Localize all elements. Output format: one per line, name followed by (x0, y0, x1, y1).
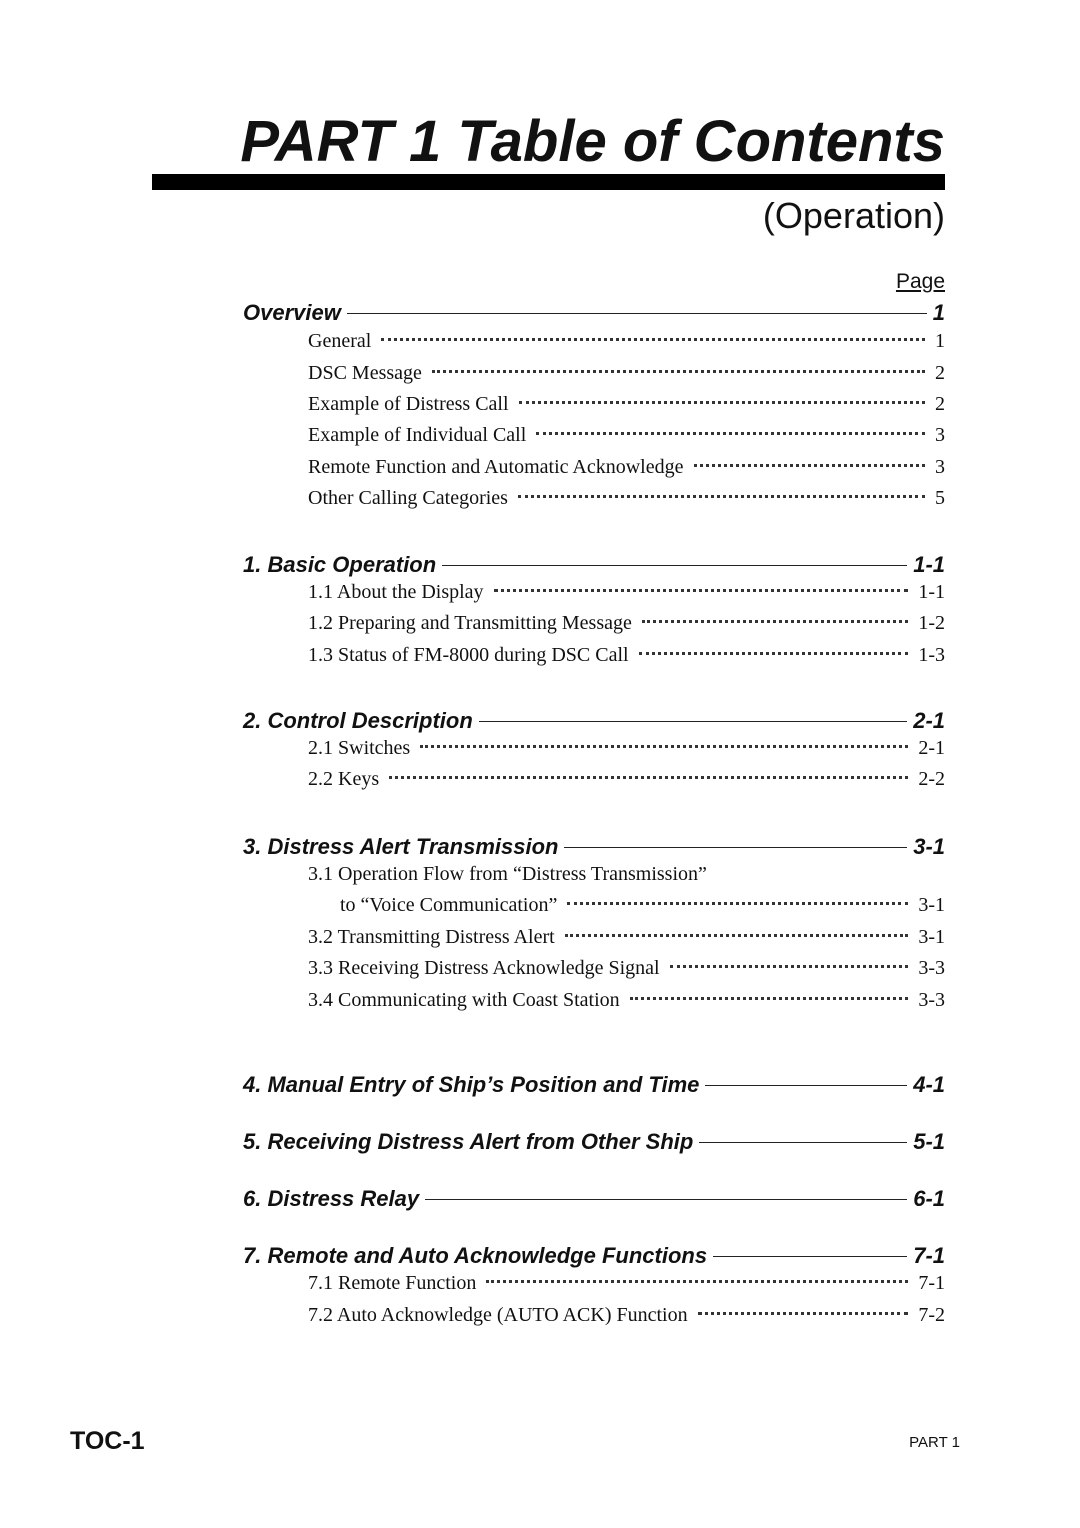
section-title: 4. Manual Entry of Ship’s Position and Time (243, 1072, 700, 1097)
leader-line (705, 1085, 907, 1086)
entry-page: 3-3 (918, 989, 945, 1011)
footer-part-label: PART 1 (909, 1434, 960, 1451)
toc-section-heading[interactable] (243, 1072, 945, 1100)
leader-line (564, 847, 907, 848)
dot-leader (389, 776, 908, 779)
section-title: 6. Distress Relay (243, 1186, 420, 1211)
section-page: 2-1 (913, 708, 945, 733)
entry-label: DSC Message (308, 362, 422, 384)
page-subtitle: (Operation) (762, 195, 945, 236)
leader-line (479, 721, 907, 722)
toc-entry[interactable] (308, 957, 945, 983)
dot-leader (670, 965, 909, 968)
toc-entry[interactable] (308, 989, 945, 1015)
section-title: Overview (243, 300, 341, 325)
dot-leader (518, 495, 925, 498)
entry-label: 1.1 About the Display (308, 581, 484, 603)
entry-label: 3.2 Transmitting Distress Alert (308, 926, 555, 948)
dot-leader (420, 745, 908, 748)
toc-entry[interactable] (308, 330, 945, 356)
entry-page: 1-2 (918, 612, 945, 634)
section-page: 6-1 (913, 1186, 945, 1211)
dot-leader (519, 401, 925, 404)
entry-page: 3 (935, 456, 945, 478)
footer-page-number: TOC-1 (70, 1427, 145, 1455)
dot-leader (642, 620, 908, 623)
entry-page: 5 (935, 487, 945, 509)
title-rule (152, 174, 945, 190)
section-page: 4-1 (913, 1072, 945, 1097)
entry-page: 3-3 (918, 957, 945, 979)
section-title: 2. Control Description (243, 708, 473, 733)
toc-entry[interactable] (308, 581, 945, 607)
entry-page: 1-3 (918, 644, 945, 666)
entry-page: 2 (935, 393, 945, 415)
toc-section-heading[interactable] (243, 708, 945, 736)
entry-page: 2 (935, 362, 945, 384)
section-page: 1-1 (913, 552, 945, 577)
toc-entry[interactable] (308, 863, 945, 889)
dot-leader (698, 1312, 909, 1315)
toc-entry[interactable] (308, 768, 945, 794)
toc-entry[interactable] (308, 1272, 945, 1298)
leader-line (713, 1256, 907, 1257)
toc-entry[interactable] (308, 612, 945, 638)
entry-label: to “Voice Communication” (340, 894, 558, 916)
toc-entry[interactable] (308, 926, 945, 952)
dot-leader (486, 1280, 908, 1283)
entry-label: 3.4 Communicating with Coast Station (308, 989, 620, 1011)
entry-page: 3-1 (918, 926, 945, 948)
leader-line (699, 1142, 907, 1143)
entry-page: 2-1 (918, 737, 945, 759)
page-title: PART 1 Table of Contents (240, 109, 945, 174)
section-title: 1. Basic Operation (243, 552, 437, 577)
toc-entry[interactable] (308, 1304, 945, 1330)
toc-entry[interactable] (308, 424, 945, 450)
section-page: 3-1 (913, 834, 945, 859)
dot-leader (567, 902, 908, 905)
section-page: 1 (932, 300, 945, 325)
dot-leader (630, 997, 909, 1000)
dot-leader (694, 464, 926, 467)
toc-section-heading[interactable] (243, 1129, 945, 1157)
dot-leader (565, 934, 909, 937)
entry-page: 7-2 (918, 1304, 945, 1326)
entry-label: 3.1 Operation Flow from “Distress Transmission” (308, 863, 707, 885)
entry-page: 1 (935, 330, 945, 352)
section-title: 5. Receiving Distress Alert from Other Ship (243, 1129, 694, 1154)
dot-leader (381, 338, 925, 341)
toc-section-heading[interactable] (243, 552, 945, 580)
entry-page: 3 (935, 424, 945, 446)
entry-page: 3-1 (918, 894, 945, 916)
entry-page: 7-1 (918, 1272, 945, 1294)
entry-label: 3.3 Receiving Distress Acknowledge Signal (308, 957, 660, 979)
toc-section-heading[interactable] (243, 1243, 945, 1271)
leader-line (442, 565, 907, 566)
toc-entry[interactable] (308, 393, 945, 419)
entry-label: Other Calling Categories (308, 487, 508, 509)
entry-label: General (308, 330, 372, 352)
entry-page: 2-2 (918, 768, 945, 790)
toc-section-heading[interactable] (243, 1186, 945, 1214)
page-column-label: Page (895, 270, 945, 293)
section-page: 5-1 (913, 1129, 945, 1154)
section-title: 7. Remote and Auto Acknowledge Functions (243, 1243, 708, 1268)
leader-line (347, 313, 927, 314)
toc-entry[interactable] (308, 487, 945, 513)
entry-label: 2.2 Keys (308, 768, 380, 790)
toc-section-heading[interactable] (243, 834, 945, 862)
entry-label: 7.2 Auto Acknowledge (AUTO ACK) Function (308, 1304, 688, 1326)
entry-label: Remote Function and Automatic Acknowledge (308, 456, 684, 478)
toc-entry[interactable] (308, 644, 945, 670)
dot-leader (494, 589, 909, 592)
toc-entry[interactable] (308, 362, 945, 388)
entry-label: 7.1 Remote Function (308, 1272, 477, 1294)
entry-label: Example of Individual Call (308, 424, 527, 446)
dot-leader (432, 370, 925, 373)
entry-page: 1-1 (918, 581, 945, 603)
toc-section-heading[interactable] (243, 300, 945, 328)
toc-entry[interactable] (308, 737, 945, 763)
dot-leader (639, 652, 909, 655)
entry-label: 1.2 Preparing and Transmitting Message (308, 612, 632, 634)
leader-line (425, 1199, 907, 1200)
section-title: 3. Distress Alert Transmission (243, 834, 559, 859)
entry-label: 1.3 Status of FM-8000 during DSC Call (308, 644, 629, 666)
section-page: 7-1 (913, 1243, 945, 1268)
entry-label: Example of Distress Call (308, 393, 509, 415)
toc-entry[interactable] (308, 456, 945, 482)
entry-label: 2.1 Switches (308, 737, 411, 759)
dot-leader (536, 432, 925, 435)
toc-entry-continuation[interactable] (340, 894, 945, 920)
